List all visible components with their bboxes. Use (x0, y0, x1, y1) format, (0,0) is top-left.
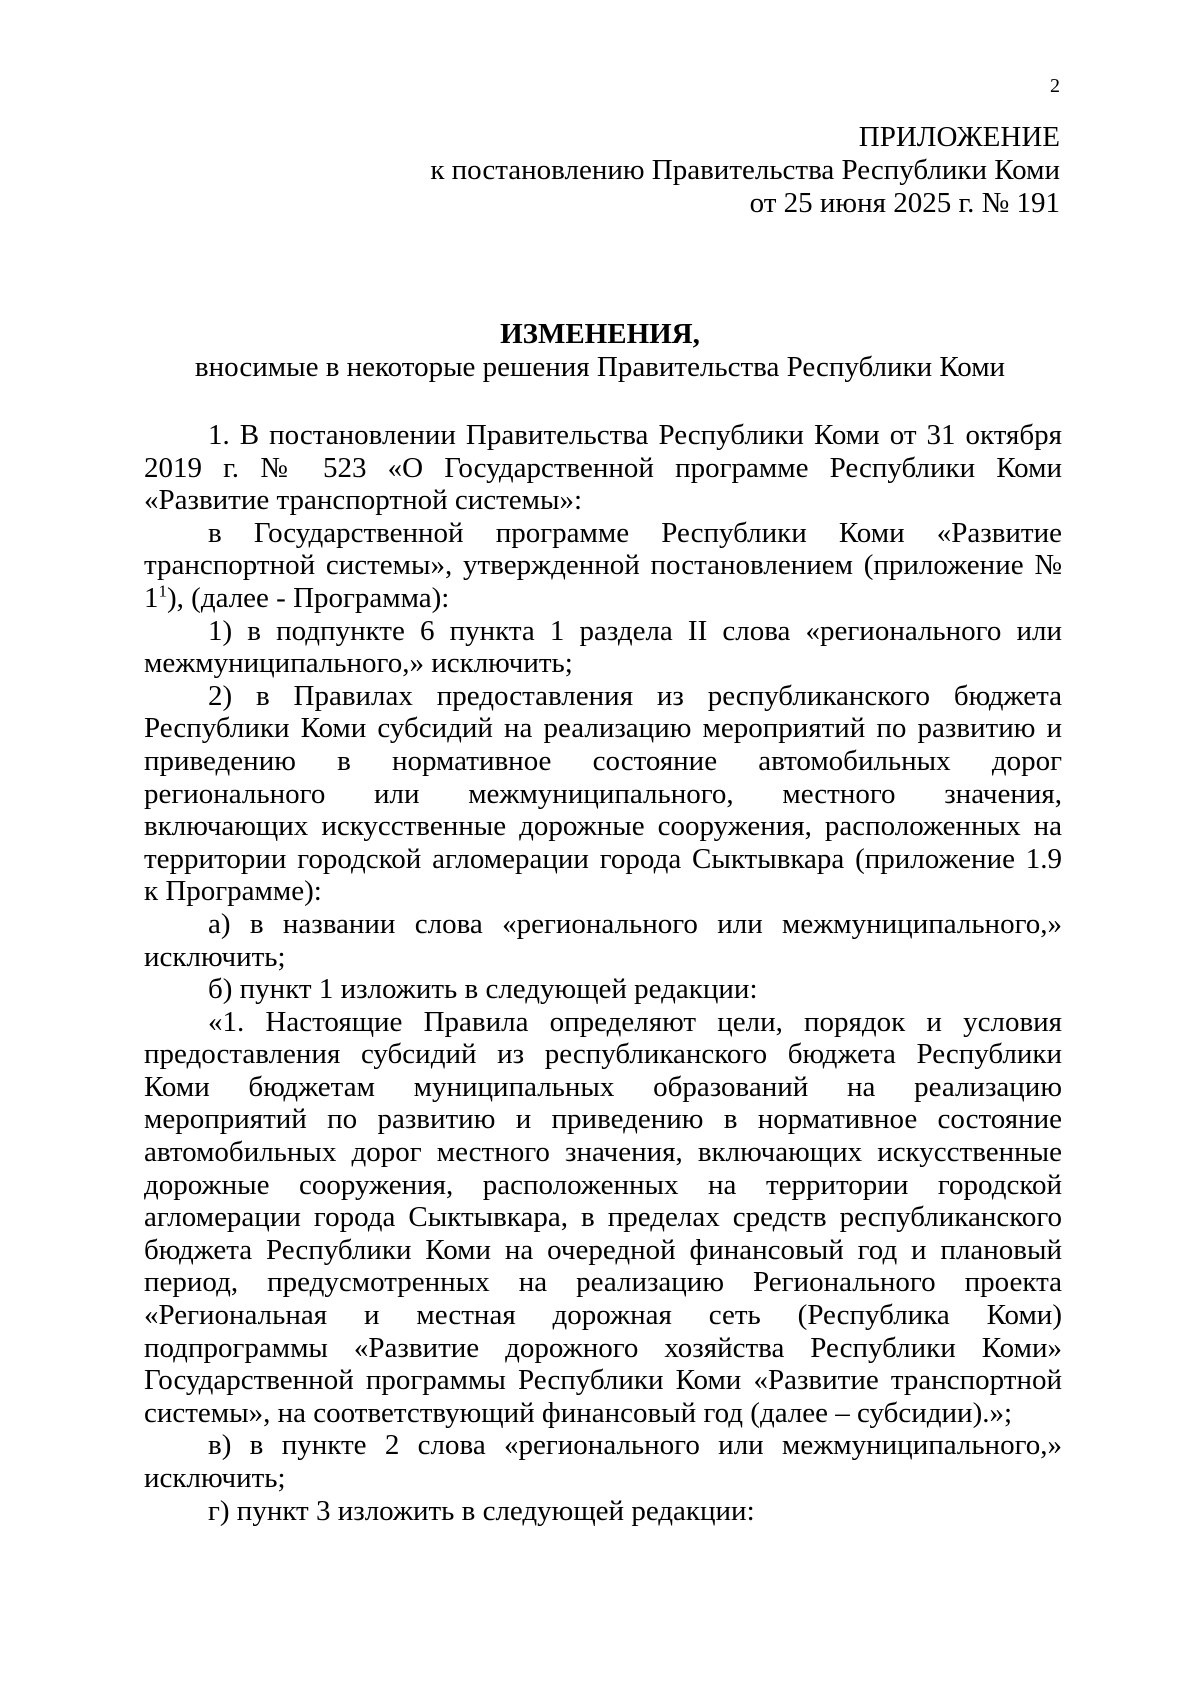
paragraph-3: 1) в подпункте 6 пункта 1 раздела II слова «регионального или межмуниципального,» исключить; (144, 614, 1062, 680)
page-number: 2 (1050, 75, 1060, 97)
paragraph-8: в) в пункте 2 слова «регионального или межмуниципального,» исключить; (144, 1429, 1062, 1494)
document-title: ИЗМЕНЕНИЯ, (500, 318, 700, 350)
paragraph-5: а) в названии слова «регионального или межмуниципального,» исключить; (144, 907, 1062, 973)
document-heading (0, 318, 1200, 384)
paragraph-7: «1. Настоящие Правила определяют цели, порядок и условия предоставления субсидий из республиканского бюджета Республики Коми бюджетам муниципальных образований на реализацию мероприятий по развитию и приведению в нормативное состояние автомобильных дорог местного значения, включающих искусственные дорожные сооружения, расположенных на территории городской агломерации города Сыктывкара, в пределах средств республиканского бюджета Республики Коми на очередной финансовый год и плановый период, предусмотренных на реализацию Регионального проекта «Региональная и местная дорожная сеть (Республика Коми) подпрограммы «Развитие дорожного хозяйства Республики Коми» Государственной программы Республики Коми «Развитие транспортной системы», на соответствующий финансовый год (далее – субсидии).»; (144, 1005, 1062, 1429)
paragraph-2 (144, 517, 1062, 615)
footnote-superscript: 1 (158, 581, 167, 601)
paragraph-2-text: в Государственной программе Республики Коми «Развитие транспортной системы», утвержденной постановлением (приложение № 1 (144, 516, 1062, 614)
paragraph-4: 2) в Правилах предоставления из республиканского бюджета Республики Коми субсидий на реализацию мероприятий по развитию и приведению в нормативное состояние автомобильных дорог регионального или межмуниципального, местного значения, включающих искусственные дорожные сооружения, расположенных на территории городской агломерации города Сыктывкара (приложение 1.9 к Программе): (144, 679, 1062, 908)
paragraph-9: г) пункт 3 изложить в следующей редакции: (208, 1494, 755, 1527)
paragraph-2-text-end: ), (далее - Программа): (167, 581, 450, 614)
document-body (144, 419, 1062, 1527)
appendix-resolution-ref: к постановлению Правительства Республики Коми (430, 154, 1060, 186)
paragraph-1: 1. В постановлении Правительства Республики Коми от 31 октября 2019 г. № 523 «О Государственной программе Республики Коми «Развитие транспортной системы»: (144, 419, 1062, 517)
appendix-block (430, 121, 1060, 220)
paragraph-6: б) пункт 1 изложить в следующей редакции: (208, 973, 758, 1006)
document-subtitle: вносимые в некоторые решения Правительства Республики Коми (194, 351, 1006, 383)
appendix-resolution-date: от 25 июня 2025 г. № 191 (749, 187, 1060, 219)
appendix-label: ПРИЛОЖЕНИЕ (858, 121, 1060, 153)
